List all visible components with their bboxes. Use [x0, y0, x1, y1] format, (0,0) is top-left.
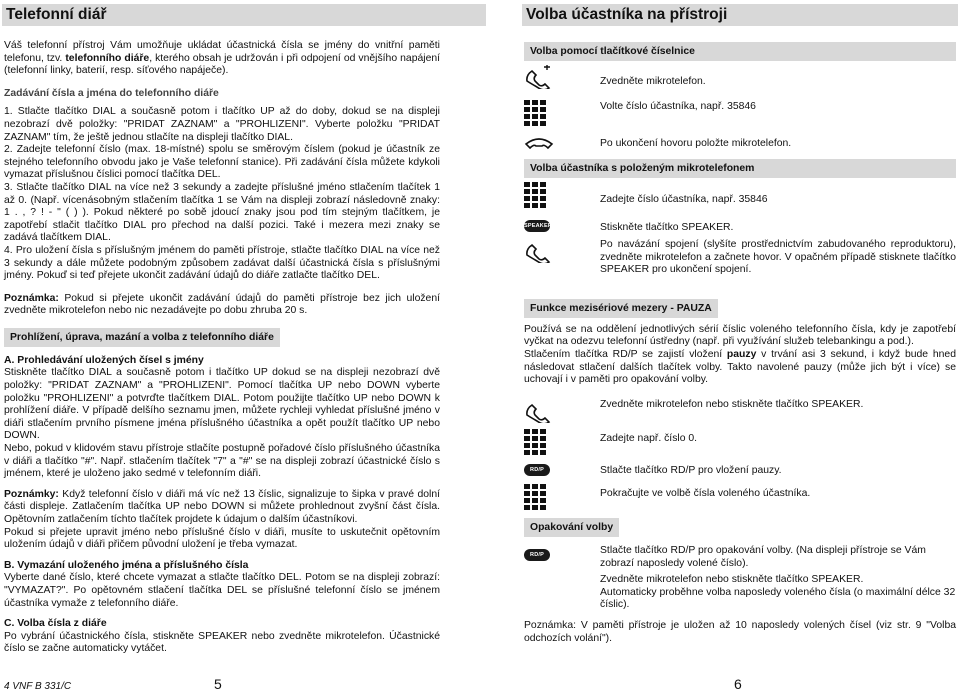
on-hook-dialing-title: Volba účastníka s položeným mikrotelefonem: [524, 159, 956, 178]
redial-title: Opakování volby: [524, 518, 619, 537]
redial-text-2: Zvedněte mikrotelefon nebo stiskněte tlačítko SPEAKER.: [600, 574, 864, 586]
keypad-icon: [524, 100, 546, 131]
pause-step-4: Pokračujte ve volbě čísla voleného účastníka.: [600, 487, 811, 499]
enter-number-text: Zadejte číslo účastníka, např. 35846: [600, 193, 768, 205]
keypad-icon: [524, 429, 546, 460]
keypad-icon: [524, 182, 546, 213]
section-a-text: Stiskněte tlačítko DIAL a současně potom i tlačítko UP dokud se na displeji nezobrazí dvě položky: "PRIDAT ZAZNAM" a "PROHLIZENI". Pomocí tlačítka UP nebo DOWN vyberte položku "PROHLIZENI" a potvrďte tlačítkem DIAL. Potom použijte tlačítko UP nebo DOWN k prohlížení diáře. V případě delšího seznamu jmen, můžete rychleji vyhledat příslušné jméno v diáři stlačením prvního písmene jména příslušného účastníka a opět použít tlačítko UP nebo DOWN.: [4, 367, 440, 442]
right-page-header: Volba účastníka na přístroji: [522, 4, 958, 26]
pause-function-title: Funkce mezisériové mezery - PAUZA: [524, 299, 718, 318]
redial-text-3: Automaticky proběhne volba naposledy voleného čísla (o maximální délce 32 číslic).: [600, 586, 956, 611]
press-speaker-text: Stiskněte tlačítko SPEAKER.: [600, 222, 734, 234]
keypad-dialing-title: Volba pomocí tlačítkové číselnice: [524, 42, 956, 61]
section-b-text: Vyberte dané číslo, které chcete vymazat a stlačte tlačítko DEL. Potom se na displeji zobrazí: "VYMAZAT?". Po opětovném stlačení tlačítka DEL se příslušné telefonní číslo se jménem účastníka vymaže z telefonního diáře.: [4, 572, 440, 609]
keypad-icon: [524, 484, 546, 515]
dial-number-text: Volte číslo účastníka, např. 35846: [600, 100, 756, 112]
page-number-left: 5: [214, 676, 222, 692]
note-2: Poznámky: Když telefonní číslo v diáři má víc než 13 číslic, signalizuje to šipka v pravé dolní části displeje. Zatlačením tlačítka UP nebo DOWN si můžete prohlednout zvyšní část čísla. Opětovním zatlačením tíchto tlačítek projdete k údajum o dalším účastníkovi.: [4, 488, 440, 525]
section-b-title: B. Vymazání uloženého jména a příslušného čísla: [4, 559, 249, 571]
pause-description-2: Stlačením tlačítka RD/P se zajistí vložení pauzy v trvání asi 3 sekund, i když bude hned následovat stlačení dalších tlačítek volby. Takto navolené pauzy (může jich být i více) se uchovají i v paměti pro opakování volby.: [524, 348, 956, 386]
handset-hangup-icon: [524, 136, 554, 155]
step-4: 4. Pro uložení čísla s příslušným jménem do paměti přístroje, stlačte tlačítko DIAL na více než 3 sekundy a dále můžete podobným způsobem zadávat další účastnická čísla s příslušnými jmény. Pokuď si teď přejete ukončit zadávání údajů do diáře zatlačte tlačítko DEL.: [4, 244, 440, 282]
handset-lift-icon: [524, 399, 554, 428]
left-page-header: Telefonní diář: [2, 4, 486, 26]
step-1: 1. Stlačte tlačítko DIAL a současně potom i tlačítko UP až do doby, dokud se na displeji nezobrazí dvě položky: "PRIDAT ZAZNAM" a "PROHLIZENI". Vyberte položku "PRIDAT ZAZNAM" tím, že ještě jednou stlačíte na displeji tlačítko DIAL.: [4, 106, 440, 143]
section-a-title: A. Prohledávání uložených čísel s jmény: [4, 354, 204, 366]
note-2b: Pokud si přejete upravit jméno nebo příslušné číslo v diáři, musíte to uskutečnit opětovním uložením údajů v diáři přičem původní uložení je třeba vymazat.: [4, 526, 440, 551]
speaker-connection-text: Po navázání spojení (slyšíte prostřednictvím zabudovaného reproduktoru), zvedněte mikrotelefon a začnete hovor. V opačném případě stisknete tlačítko SPEAKER pro ukončení spojení.: [600, 238, 956, 276]
pause-step-2: Zadejte např. číslo 0.: [600, 433, 698, 445]
handset-lift-icon: [524, 239, 554, 268]
entry-subtitle: Zadávání čísla a jména do telefonního diáře: [4, 87, 219, 99]
page-number-right: 6: [734, 676, 742, 692]
section-browse-title: Prohlížení, úprava, mazání a volba z telefonního diáře: [4, 328, 280, 347]
pause-step-3: Stlačte tlačítko RD/P pro vložení pauzy.: [600, 464, 782, 476]
note-1: Poznámka: Pokud si přejete ukončit zadávání údajů do paměti přístroje bez jich uložení zvedněte mikrotelefon nebo nic nezadávejte po dobu zhruba 20 s.: [4, 292, 440, 317]
redial-text-1: Stlačte tlačítko RD/P pro opakování volby. (Na displeji přístroje se Vám zobrazí naposledy volené číslo).: [600, 545, 926, 569]
intro-paragraph: Váš telefonní přístroj Vám umožňuje ukládat účastnická čísla se jmény do vnitřní paměti telefonu, tzv. telefonního diáře, kterého obsah je udržován i při odpojení od vnějšího napájení (telefonní linky, baterií, resp. síťového napáječe).: [4, 40, 441, 77]
pause-description: Používá se na oddělení jednotlivých sérií číslic voleného telefonního čísla, kdy je zapotřebí vyčkat na odezvu telefonní ústředny (např. při využívání služeb telebankingu a pod.).: [524, 323, 956, 348]
redial-note: Poznámka: V paměti přístroje je uložen až 10 naposledy volených čísel (viz str. 9 "Volba odchozích volání").: [524, 620, 956, 644]
speaker-button-icon: SPEAKER: [524, 220, 550, 232]
step-3: 3. Stlačte tlačítko DIAL na více než 3 sekundy a zadejte příslušné jméno stlačením tlačítek 1 až 0. (Např. vícenásobným stlačením tlačítka 1 se Vám na displeji zobrazí následovně znaky: 1 . , ? ! - " ( ) ). Pokud některé po sobě jdoucí znaky jsou pod tím stejným tlačítkem, je zapotřebí stlačit tlačítko DIAL pro přechod na další pozici. Také i mezera mezi znaky se zadává tlačítkem DIAL.: [4, 181, 440, 244]
rdp-button-icon: RD/P: [524, 549, 550, 561]
section-c-title: C. Volba čísla z diáře: [4, 618, 107, 630]
section-c-text: Po vybrání účastnického čísla, stiskněte SPEAKER nebo zvedněte mikrotelefon. Účastnické číslo se začne automaticky vytáčet.: [4, 630, 440, 655]
section-a-text-2: Nebo, pokud v klidovém stavu přístroje stlačíte postupně pořadové číslo příslušného účastníka v diáři a tlačítko "#". Např. stlačením tlačítek "7" a "#" se na displeji zobrazí účastnické číslo s jménem, které je uloženo jako sedmé v telefonním diáři.: [4, 443, 440, 480]
right-page-column: [524, 40, 956, 645]
handset-lift-icon: [524, 65, 554, 94]
step-2: 2. Zadejte telefonní číslo (max. 18-místné) spolu se směrovým číslem (pokud je účastník ze stejného telefonního obvodu jako je Vaše telefonní stanice). Při zadávání čísla můžete kdykoli vymazat příslušnou číslici pomocí tlačítka DEL.: [4, 144, 440, 181]
rdp-button-icon: RD/P: [524, 464, 550, 476]
footer-code: 4 VNF B 331/C: [4, 681, 72, 692]
pause-step-1: Zvedněte mikrotelefon nebo stiskněte tlačítko SPEAKER.: [600, 398, 864, 410]
lift-handset-text: Zvedněte mikrotelefon.: [600, 76, 706, 87]
hang-up-text: Po ukončení hovoru položte mikrotelefon.: [600, 138, 792, 150]
left-page-column: [4, 40, 440, 656]
